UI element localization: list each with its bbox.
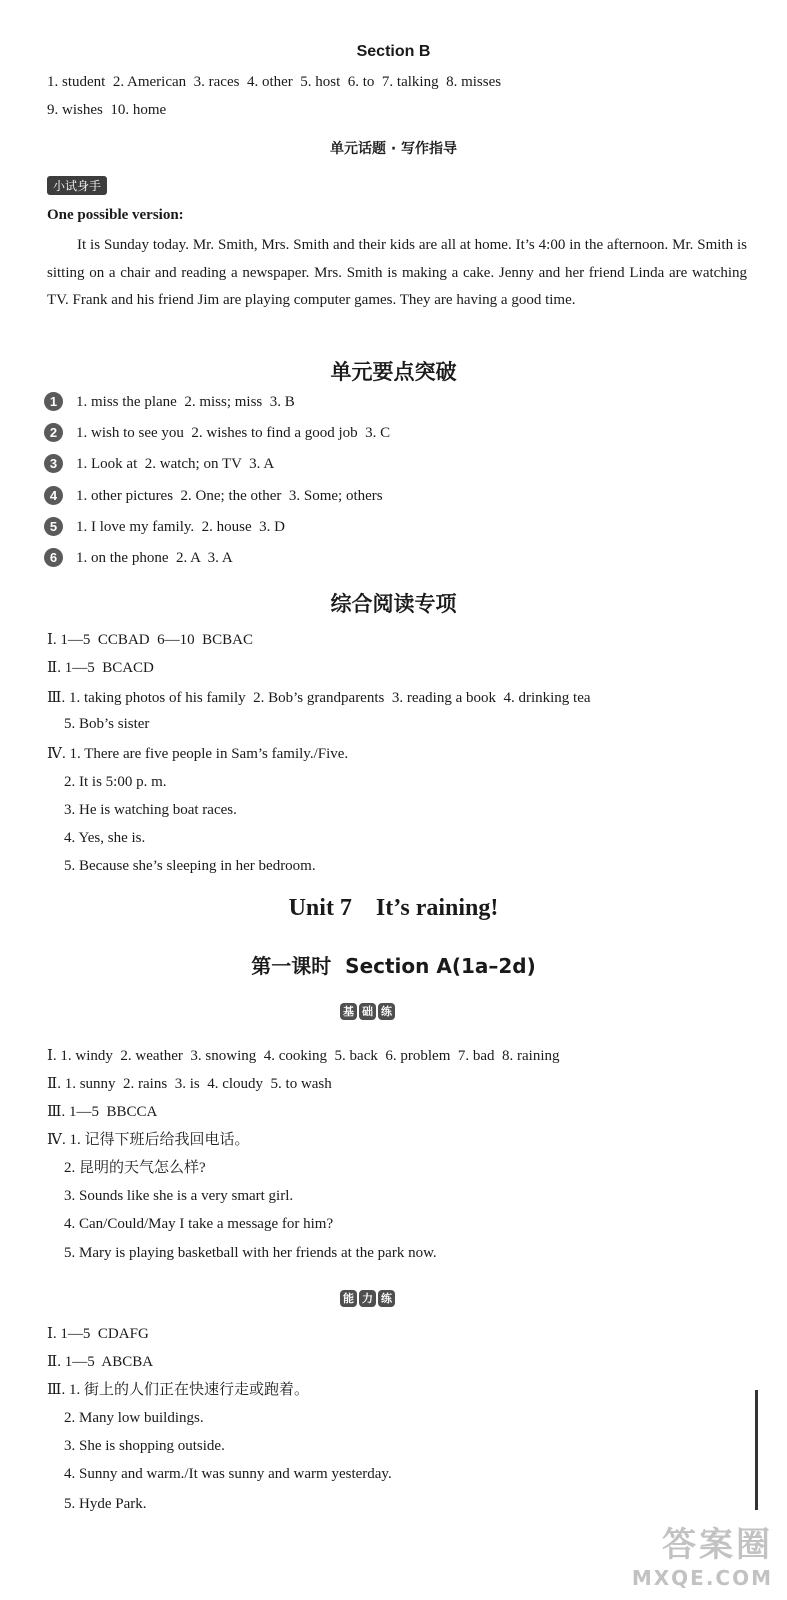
badge-char: 础 [359, 1003, 376, 1020]
circled-number: 6 [44, 548, 63, 567]
badge-char: 力 [359, 1290, 376, 1307]
reading-line: 5. Because she’s sleeping in her bedroom. [64, 858, 316, 874]
badge-char: 练 [378, 1290, 395, 1307]
reading-line: 3. He is watching boat races. [64, 802, 237, 818]
circled-number: 5 [44, 517, 63, 536]
basic-line: Ⅱ. 1. sunny 2. rains 3. is 4. cloudy 5. to wash [47, 1076, 332, 1092]
ability-line: Ⅰ. 1—5 CDAFG [47, 1326, 149, 1342]
circled-number: 1 [44, 392, 63, 411]
basic-line: 5. Mary is playing basketball with her friends at the park now. [64, 1245, 437, 1261]
reading-line: Ⅱ. 1—5 BCACD [47, 660, 154, 676]
sample-paragraph: It is Sunday today. Mr. Smith, Mrs. Smith and their kids are all at home. It’s 4:00 in the afternoon. Mr. Smith is sitting on a chair and reading a newspaper. Mrs. Smith is making a cake. Jenny and her friend Linda are watching TV. Frank and his friend Jim are playing computer games. They are having a good time. [47, 237, 747, 308]
badge-char: 能 [340, 1290, 357, 1307]
key-point-item: 1. other pictures 2. One; the other 3. Some; others [76, 488, 383, 504]
basic-line: Ⅰ. 1. windy 2. weather 3. snowing 4. cooking 5. back 6. problem 7. bad 8. raining [47, 1048, 560, 1064]
watermark-url: MXQE.COM [631, 1566, 773, 1590]
ability-line: 2. Many low buildings. [64, 1410, 204, 1426]
basic-line: 2. 昆明的天气怎么样? [64, 1160, 206, 1176]
ability-line: 5. Hyde Park. [64, 1496, 147, 1512]
ability-line: Ⅱ. 1—5 ABCBA [47, 1354, 154, 1370]
reading-line: Ⅰ. 1—5 CCBAD 6—10 BCBAC [47, 632, 253, 648]
reading-line: Ⅳ. 1. There are five people in Sam’s family./Five. [47, 746, 349, 762]
basic-line: Ⅳ. 1. 记得下班后给我回电话。 [47, 1132, 250, 1148]
basic-practice-badge [340, 1003, 395, 1020]
key-point-item: 1. I love my family. 2. house 3. D [76, 519, 285, 535]
lesson-title: 第一课时 Section A(1a–2d) [251, 954, 536, 978]
reading-title: 综合阅读专项 [330, 591, 457, 616]
basic-line: Ⅲ. 1—5 BBCCA [47, 1104, 158, 1120]
ability-line: Ⅲ. 1. 街上的人们正在快速行走或跑着。 [47, 1382, 309, 1398]
section-b-title: Section B [356, 43, 431, 60]
section-b-line-2: 9. wishes 10. home [47, 102, 167, 118]
ability-line: 3. She is shopping outside. [64, 1438, 225, 1454]
reading-line: 5. Bob’s sister [64, 716, 150, 732]
practice-tag: 小试身手 [47, 176, 107, 195]
watermark-logo: 答案圈 [662, 1525, 773, 1565]
margin-rule [755, 1390, 758, 1510]
basic-line: 3. Sounds like she is a very smart girl. [64, 1188, 294, 1204]
key-point-item: 1. on the phone 2. A 3. A [76, 550, 233, 566]
reading-line: 2. It is 5:00 p. m. [64, 774, 167, 790]
reading-line: 4. Yes, she is. [64, 830, 146, 846]
writing-title: 单元话题 · 写作指导 [329, 141, 458, 157]
section-b-line-1: 1. student 2. American 3. races 4. other 5. host 6. to 7. talking 8. misses [47, 74, 502, 90]
key-point-item: 1. wish to see you 2. wishes to find a good job 3. C [76, 425, 391, 441]
key-points-title: 单元要点突破 [330, 359, 457, 384]
badge-char: 基 [340, 1003, 357, 1020]
badge-char: 练 [378, 1003, 395, 1020]
basic-line: 4. Can/Could/May I take a message for him? [64, 1216, 334, 1232]
key-point-item: 1. miss the plane 2. miss; miss 3. B [76, 394, 295, 410]
watermark [632, 1517, 773, 1590]
ability-line: 4. Sunny and warm./It was sunny and warm yesterday. [64, 1466, 392, 1482]
sample-label: One possible version: [47, 207, 184, 223]
key-point-item: 1. Look at 2. watch; on TV 3. A [76, 456, 275, 472]
reading-line: Ⅲ. 1. taking photos of his family 2. Bob’s grandparents 3. reading a book 4. drinking tea [47, 690, 591, 706]
circled-number: 2 [44, 423, 63, 442]
circled-number: 3 [44, 454, 63, 473]
unit-title: Unit 7 It’s raining! [288, 895, 499, 921]
ability-practice-badge [340, 1290, 395, 1307]
circled-number: 4 [44, 486, 63, 505]
